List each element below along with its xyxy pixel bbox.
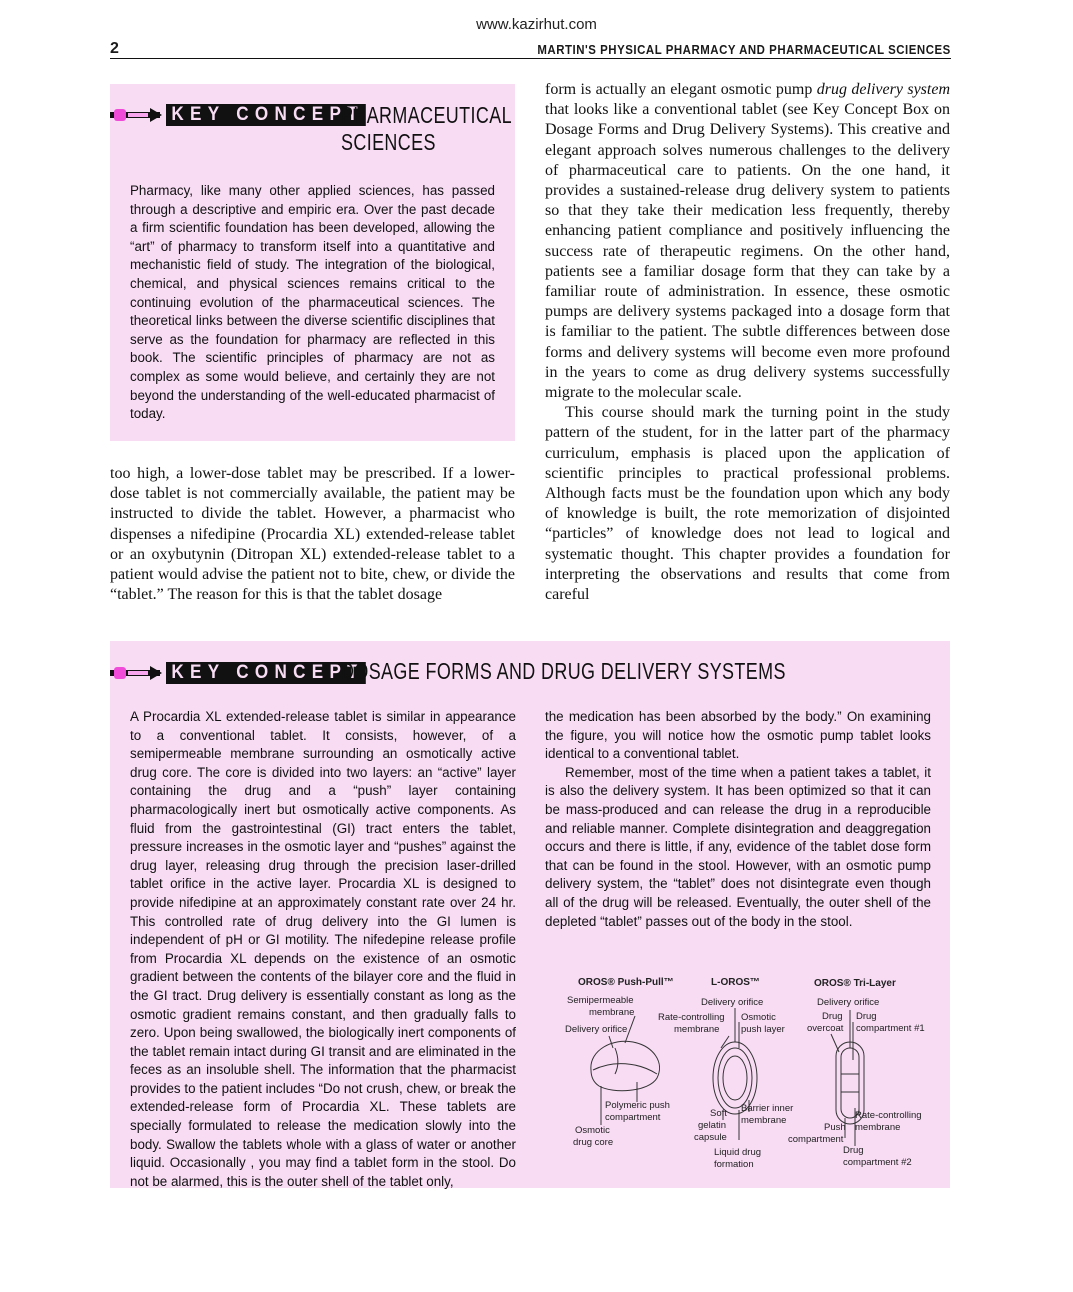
left-column-text: [110, 464, 515, 605]
lo-label-gelatin: gelatin: [698, 1120, 726, 1131]
box2-left-column: [130, 708, 516, 1191]
tl-label-delivery-orifice: Delivery orifice: [817, 997, 880, 1008]
pp-label-drug-core: drug core: [573, 1137, 614, 1148]
lo-label-osmotic: Osmotic: [741, 1012, 776, 1023]
lo-label-barrier-membrane: membrane: [741, 1115, 787, 1126]
p1-italic-term: drug delivery system: [816, 81, 950, 98]
tl-label-rate-controlling: Rate-controlling: [855, 1110, 922, 1121]
osmotic-pump-figure: [553, 970, 943, 1175]
pp-label-semipermeable: Semipermeable: [567, 995, 634, 1006]
push-pull-title: OROS® Push-Pull™: [578, 977, 674, 988]
key-concept-arrow-icon: [110, 665, 162, 681]
lo-label-formation: formation: [714, 1159, 754, 1170]
lo-label-capsule: capsule: [694, 1132, 727, 1143]
lo-label-soft: Soft: [710, 1108, 727, 1119]
key-concept-badge: KEY CONCEPT: [166, 104, 366, 126]
tri-layer-title: OROS® Tri-Layer: [814, 978, 896, 989]
tl-label-drug: Drug: [822, 1011, 843, 1022]
key-concept-body: [130, 182, 495, 424]
pp-label-compartment: compartment: [605, 1112, 661, 1123]
tl-label-push: Push: [824, 1122, 846, 1133]
lo-label-membrane: membrane: [674, 1024, 720, 1035]
l-oros-title: L-OROS™: [711, 977, 760, 988]
right-column-paragraph-2: This course should mark the turning point in the study pattern of the student, for in the latter part of the pharmacy curriculum, emphasis is placed upon the application of scientific principles to practical professional problems. Although facts must be the foundation upon which any body of knowledge is built, the rote memorization of disjointed “particles” of knowledge does not lead to logical and systematic thought. This chapter provides a foundation for interpreting the observations and results that come from careful: [545, 404, 950, 604]
pp-label-polymeric-push: Polymeric push: [605, 1100, 670, 1111]
lo-label-delivery-orifice: Delivery orifice: [701, 997, 764, 1008]
key-concept-title-line2: SCIENCES: [341, 129, 436, 155]
box2-right-paragraph-1: the medication has been absorbed by the body.” On examining the figure, you will notice how the osmotic pump tablet looks identical to a conventional tablet.: [545, 709, 931, 762]
key-concept-arrow-icon: [110, 107, 162, 123]
key-concept-title-line1: PHARMACEUTICAL: [341, 102, 512, 128]
tl-label-compartment: compartment: [788, 1134, 844, 1145]
p1-text-after: that looks like a conventional tablet (see Key Concept Box on Dosage Forms and Drug Delivery Systems). This creative and elegant approach solves numerous challenges to the delivery of pharmaceutical care to patients. On the one hand, it provides a sustained-release drug delivery system to patients so that they take their medication less frequently, thereby enhancing patient compliance and positively influencing the success rate of therapeutic regimens. On the other hand, patients see a familiar dosage form that they can take by a familiar route of administration. In essence, these osmotic pumps are delivery systems packaged into a dosage form that is familiar to the patient. The subtle differences between dose forms and delivery systems will become even more profound in the years to come as drug delivery systems successfully migrate to the molecular scale.: [545, 101, 950, 402]
tl-label-drug2: Drug: [856, 1011, 877, 1022]
box2-left-paragraph: A Procardia XL extended-release tablet is similar in appearance to a conventional tablet. It consists, however, of a semipermeable membrane surrounding an osmotically active drug core. The core is divided into two layers: an “active” layer containing the drug and a “push” layer containing pharmacologically inert but osmotically active components. As fluid from the gastrointestinal (GI) tract enters the tablet, pressure increases in the osmotic layer and “pushes” against the drug layer, releasing drug through the precision laser-drilled tablet orifice in the active layer. Procardia XL is designed to provide nifedipine at an approximately constant rate over 24 hr. This controlled rate of drug delivery into the GI lumen is independent of pH or GI motility. The nifedepine release profile from Procardia XL depends on the existence of an osmotic gradient between the contents of the bilayer core and the fluid in the GI tract. Drug delivery is essentially constant as long as the osmotic gradient remains constant, and then gradually falls to zero. Upon being swallowed, the biologically inert components of the tablet remain intact during GI transit and are eliminated in the feces as an insoluble shell. The information that the pharmacist provides to the patient includes “Do not crush, chew, or break the extended-release form of Procardia XL. These tablets are specially formulated to release the medication slowly into the body. Swallow the tablets whole with a glass of water or another liquid. Occasionally , you may find a tablet form in the stool. Do not be alarmed, this is the outer shell of the tablet only,: [130, 709, 516, 1189]
key-concept-title: [341, 102, 560, 156]
left-column-paragraph: too high, a lower-dose tablet may be prescribed. If a lower-dose tablet is not commercially available, the patient may be instructed to divide the tablet. However, a pharmacist who dispenses a nifedipine (Procardia XL) extended-release tablet or an oxybutynin (Ditropan XL) extended-release tablet to a patient would advise the patient not to bite, chew, or divide the “tablet.” The reason for this is that the tablet dosage: [110, 465, 515, 604]
site-url: www.kazirhut.com: [476, 16, 597, 33]
right-column-paragraph-1: [545, 80, 950, 403]
lo-label-liquid-drug: Liquid drug: [714, 1147, 762, 1158]
page-number: 2: [110, 40, 119, 57]
tl-label-compartment1: compartment #1: [856, 1023, 925, 1034]
pp-label-membrane: membrane: [589, 1007, 635, 1018]
header-rule: [110, 58, 951, 59]
lo-label-push-layer: push layer: [741, 1024, 785, 1035]
box2-right-paragraph-2: Remember, most of the time when a patient takes a tablet, it is also the delivery system. It has been optimized so that it can be mass-produced and can release the drug in a reproducible and reliable manner. Complete disintegration and deaggregation occurs and there is little, if any, evidence of the tablet dose form that can be found in the stool. However, with an osmotic pump delivery system, the “tablet” does not disintegrate even though all of the drug will be released. Eventually, the outer shell of the depleted “tablet” passes out of the body in the stool.: [545, 764, 931, 929]
right-column-text: [545, 80, 950, 605]
key-concept-title-2: DOSAGE FORMS AND DRUG DELIVERY SYSTEMS: [341, 658, 786, 684]
tl-label-overcoat: overcoat: [807, 1023, 844, 1034]
lo-label-rate-controlling: Rate-controlling: [658, 1012, 725, 1023]
pp-label-osmotic: Osmotic: [575, 1125, 610, 1136]
lo-label-barrier-inner: Barrier inner: [741, 1103, 794, 1114]
tl-label-compartment2: compartment #2: [843, 1157, 912, 1168]
p1-text-before: form is actually an elegant osmotic pump: [545, 81, 817, 98]
key-concept-box-pharmaceutical-sciences: [110, 84, 515, 441]
tl-label-drug3: Drug: [843, 1145, 864, 1156]
tl-label-membrane: membrane: [855, 1122, 901, 1133]
running-head: MARTIN'S PHYSICAL PHARMACY AND PHARMACEUTICAL SCIENCES: [537, 42, 951, 57]
key-concept-paragraph: Pharmacy, like many other applied sciences, has passed through a descriptive and empiric era. Over the past decade a firm scientific foundation has been developed, allowing the “art” of pharmacy to transform itself into a quantitative and mechanistic field of study. The integration of the biological, chemical, and physical sciences remains critical to the continuing evolution of the pharmaceutical sciences. The theoretical links between the diverse scientific disciplines that serve as the foundation for pharmacy are reflected in this book. The scientific principles of pharmacy are not as complex as some would believe, and certainly they are not beyond the understanding of the well-educated pharmacist of today.: [130, 183, 495, 422]
pp-label-delivery-orifice: Delivery orifice: [565, 1024, 628, 1035]
key-concept-badge-2: KEY CONCEPT: [166, 662, 366, 684]
box2-right-column: [545, 708, 931, 931]
